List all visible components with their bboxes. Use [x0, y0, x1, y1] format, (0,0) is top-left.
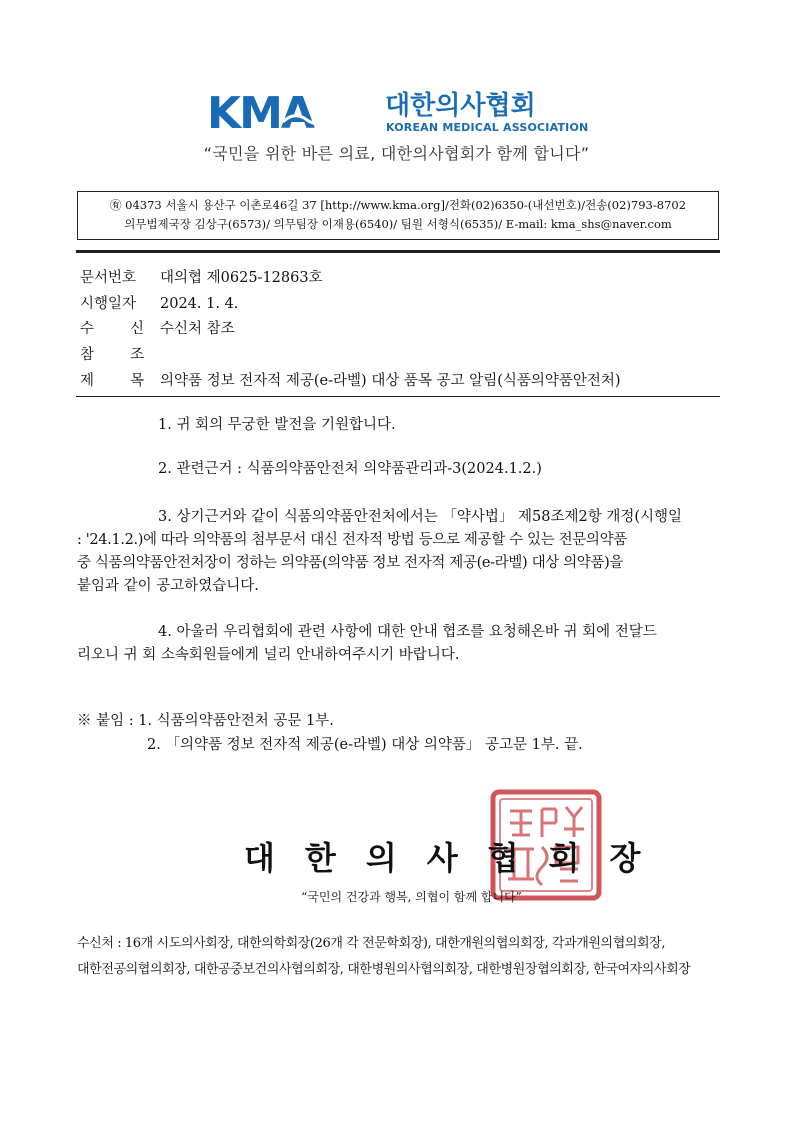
- signature-title: 대한의사협회장: [244, 839, 671, 877]
- logo-letters: KMA: [207, 88, 313, 139]
- meta-value: 의약품 정보 전자적 제공(e-라벨) 대상 품목 공고 알림(식품의약품안전처): [160, 373, 621, 389]
- header-divider: [76, 250, 720, 253]
- recipients-line-1: 수신처 : 16개 시도의사회장, 대한의학회장(26개 각 전문학회장), 대한개원의협의회장, 각과개원의협의회장,: [77, 936, 666, 951]
- attachment-2: 2. 「의약품 정보 전자적 제공(e-라벨) 대상 의약품」 공고문 1부. 끝.: [147, 737, 583, 753]
- signature-slogan: “국민의 건강과 행복, 의협이 함께 합니다”: [301, 890, 522, 904]
- meta-label: 참 조: [80, 347, 144, 363]
- meta-value: 수신처 참조: [160, 321, 235, 337]
- body-paragraph-3-line-4: 붙임과 같이 공고하였습니다.: [77, 578, 259, 594]
- meta-label: 시행일자: [80, 296, 137, 312]
- body-paragraph-3-line-2: : '24.1.2.)에 따라 의약품의 첨부문서 대신 전자적 방법 등으로 제공할 수 있는 전문의약품: [77, 532, 627, 548]
- logo-org-name-kor: 대한의사협회: [385, 91, 536, 121]
- recipients-line-2: 대한전공의협의회장, 대한공중보건의사협의회장, 대한병원의사협의회장, 대한병원장협의회장, 한국여자의사회장: [77, 962, 691, 977]
- attachment-1: ※ 붙임 : 1. 식품의약품안전처 공문 1부.: [77, 713, 334, 729]
- contact-line-2: 의무법제국장 김상구(6573)/ 의무팀장 이재용(6540)/ 팀원 서형식(6535)/ E-mail: kma_shs@naver.com: [124, 217, 672, 231]
- kma-logo: [207, 88, 597, 139]
- meta-label: 문서번호: [80, 270, 137, 286]
- meta-label: 수 신: [80, 321, 144, 337]
- meta-value: 대의협 제0625-12863호: [160, 270, 323, 286]
- logo-wave-icon: [281, 112, 331, 126]
- body-paragraph-1: 1. 귀 회의 무궁한 발전을 기원합니다.: [158, 417, 396, 433]
- contact-box: [77, 191, 719, 240]
- body-paragraph-3-line-3: 중 식품의약품안전처장이 정하는 의약품(의약품 정보 전자적 제공(e-라벨) 대상 의약품)을: [77, 555, 624, 571]
- body-paragraph-3-line-1: 3. 상기근거와 같이 식품의약품안전처에서는 「약사법」 제58조제2항 개정(시행일: [158, 509, 683, 525]
- logo-org-name-eng: KOREAN MEDICAL ASSOCIATION: [386, 121, 589, 134]
- meta-value: 2024. 1. 4.: [160, 296, 239, 312]
- subject-divider: [76, 396, 720, 397]
- body-paragraph-4-line-2: 리오니 귀 회 소속회원들에게 널리 안내하여주시기 바랍니다.: [77, 647, 460, 663]
- header-slogan: “국민을 위한 바른 의료, 대한의사협회가 함께 합니다”: [203, 144, 590, 163]
- meta-label: 제 목: [80, 373, 144, 389]
- contact-line-1: ㊒ 04373 서울시 용산구 이촌로46길 37 [http://www.kma.org]/전화(02)6350-(내선번호)/전송(02)793-8702: [109, 198, 687, 212]
- body-paragraph-2: 2. 관련근거 : 식품의약품안전처 의약품관리과-3(2024.1.2.): [158, 461, 542, 477]
- body-paragraph-4-line-1: 4. 아울러 우리협회에 관련 사항에 대한 안내 협조를 요청해온바 귀 회에 전달드: [158, 624, 657, 640]
